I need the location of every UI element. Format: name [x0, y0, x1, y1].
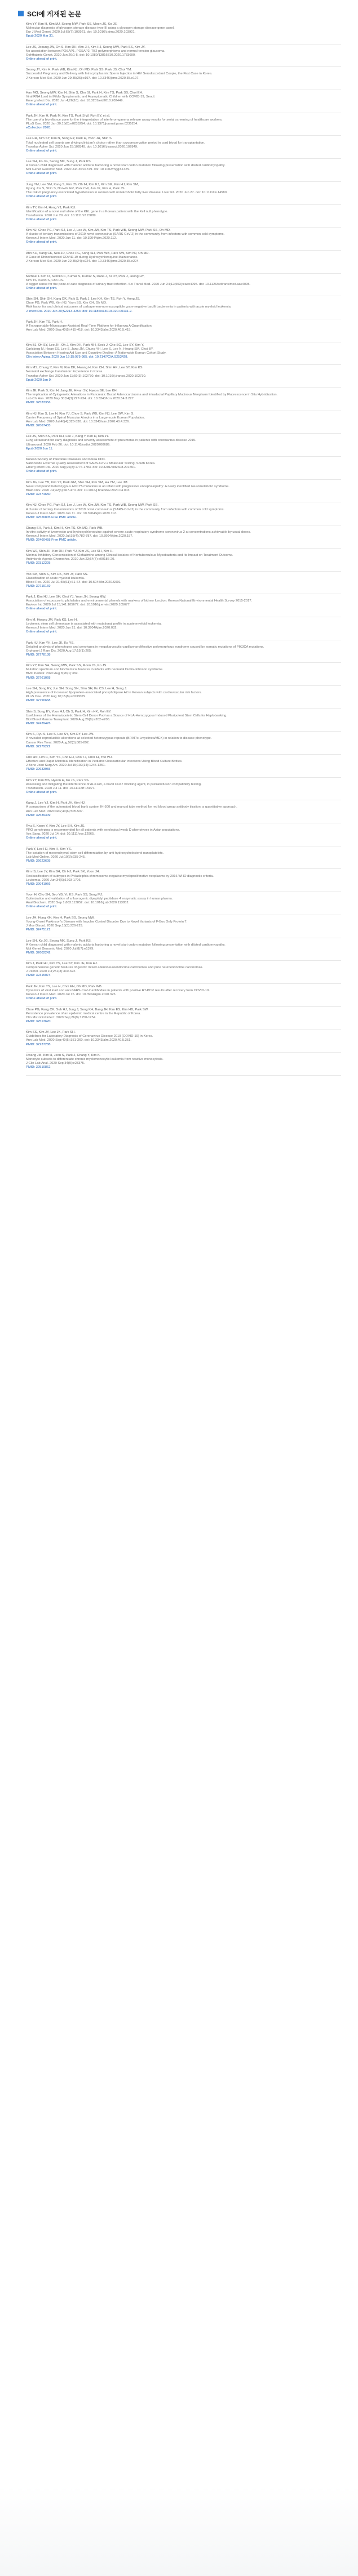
publication-item	[26, 594, 341, 617]
publication-title: A Case of Rhinofluoresel COVID-19 during Hydroxychloroquine Maintenance.	[26, 255, 139, 259]
section-title: SCI에 게재된 논문	[27, 10, 82, 18]
publication-item	[26, 823, 341, 846]
publication-item	[26, 984, 341, 1007]
section-header	[18, 6, 341, 21]
publication-item	[26, 640, 341, 663]
publication-note: eCollection 2020.	[26, 126, 51, 130]
publication-source: Mol Genet Genomic Med. 2020 Jul;8(7):e1379.	[26, 947, 94, 951]
publication-source: Environ Int. 2020 Jul 15;141:105677. doi: 10.1016/j.envint.2020.105677.	[26, 603, 131, 607]
background-texture	[0, 2486, 358, 2576]
publication-item	[26, 411, 341, 434]
publication-source: Korean J Intern Med. 2020 Jun 11. doi: 10.3904/kjim.2020.112.	[26, 237, 117, 240]
publication-authors: Kim SS, Kim JY, Lee JK, Park SH.	[26, 1031, 76, 1035]
publication-title: A revealed reproducible alterations at selected heterozygous repeats (BRAF/c-Lmyelinea/MEK) in relation to disease phenotype.	[26, 737, 212, 741]
publication-item	[26, 961, 341, 984]
publication-source: Orphanet J Rare Dis. 2020 Aug 17;15(1):205.	[26, 649, 92, 653]
publication-title: Optimization and validation of a fluorogenic dipeptidyl peptidase 4 enzymatic assay in human plasma.	[26, 897, 173, 901]
publication-authors: Shin SH, Shin SH, Kang DK, Park S, Park J, Lee KH, Kim TS, Roh Y, Hong JS,	[26, 297, 140, 301]
publication-source: Emerg Infect Dis. 2020 Aug;26(8):1776-1783. doi: 10.3201/eid2608.201551.	[26, 466, 136, 470]
publication-source: Korean J Intern Med. 2020 Jul 15. doi: 10.3904/kjim.2020.325.	[26, 993, 117, 997]
publication-source: J Korean Med Sci. 2020 Jun 22;35(24):e224. doi: 10.3346/jkms.2020.35.e224.	[26, 260, 140, 264]
publication-item	[26, 1007, 341, 1030]
publication-title: Nationwide External Quality Assessment of SARS-CoV-2 Molecular Testing, South Korea.	[26, 462, 156, 466]
publication-item	[26, 136, 341, 159]
publication-note: PMID: 32041966	[26, 882, 51, 886]
publication-item	[26, 90, 341, 113]
publication-title: Kyung Jos S, Shin S, Norwitz ER, Park CW, Jun JK, Kim H, Park JS.	[26, 186, 126, 190]
publication-source: Ann Lab Med. 2020 Sep;40(5):351-360. doi: 10.3343/alm.2020.40.5.351.	[26, 1039, 131, 1042]
publication-note: PMID: 32315074	[26, 974, 51, 978]
publication-item	[26, 572, 341, 595]
publication-source: Transfus Apher Sci. 2020 Jun 11;59(3):102730. doi: 10.1016/j.transci.2020.102730.	[26, 374, 147, 378]
publication-title: Association of exposure to phthalates and environmental phenols with markers of kidney function: Korean National Environmental Health Survey 2015-2017.	[26, 599, 253, 603]
publication-source: Transfusion. 2020 Jul 11. doi: 10.1111/trf.15927.	[26, 786, 95, 790]
publication-title: Viral RNA Load in Mildly Symptomatic and Asymptomatic Children with COVID-19, Seoul.	[26, 95, 156, 99]
publication-authors: Lee SH, Ko JG, Seong MK, Sung J, Park KS.	[26, 939, 92, 943]
publication-note: PMID: 32374650	[26, 493, 51, 497]
publication-note: PMID: 32539309	[26, 813, 51, 817]
publication-item	[26, 663, 341, 686]
publication-note: Epub 2020 Jan 9.	[26, 378, 52, 382]
publication-title: Dynamics of viral load and anti-SARS-CoV-2 antibodies in patients with positive RT-PCR results after recovery from COVID-19.	[26, 988, 210, 992]
publication-authors: Kim YY, Kim H, Kim MJ, Seong MW, Park SS, Moon JS, Ko JS.	[26, 23, 118, 26]
publication-title: Carrier Frequency of Spinal Muscular Atrophy in a Large-scale Korean Population.	[26, 416, 145, 420]
publication-authors: Kim M, Hwang JM, Park KS, Lee H.	[26, 618, 78, 622]
publication-source: J Pathol. 2020 Jul;251(3):310-322.	[26, 970, 76, 974]
publication-source: Mol Genet Genomic Med. 2020 Jun 30:e1379. doi: 10.1002/mgg3.1379.	[26, 168, 130, 172]
publication-note: PMID: 32623605	[26, 859, 51, 863]
publication-item	[26, 365, 341, 388]
publication-authors: Seong JY, Kim H, Park WB, Kim NJ, Oh MD, Park SS, Park JS, Choi YM.	[26, 68, 132, 72]
publication-note: Online ahead of print.	[26, 607, 58, 611]
publication-source: Anal Biochem. 2020 Sep 1;603:113852. doi: 10.1016/j.ab.2020.113852.	[26, 901, 130, 905]
publication-title: Comprehensive genetic features of gastric mixed adenoneuroendocrine carcinomas and pure neuroendocrine carcinomas.	[26, 966, 204, 970]
publication-authors: Park JH, Kim H, Park M, Kim TS, Park S-W, Roh EY, et al.	[26, 114, 111, 118]
publication-title: Kim TS, Kwon S, Cho HS.	[26, 278, 64, 282]
publication-authors: Kim J, Park HJ, Kim YS, Lee SY, Kim JE, Kim HJ.	[26, 962, 98, 966]
publication-authors: Park HJ, Kim YH, Lee JK, Ko YS.	[26, 641, 74, 645]
publication-source: Blood Res. 2020 Jul 31;55(S1):S1-S4. doi: 10.5045/br.2020.S001.	[26, 580, 122, 584]
publication-item	[26, 1053, 341, 1076]
publication-source: PLoS One. 2020 Aug 10;15(8):e0238079.	[26, 695, 86, 699]
publication-note: Online ahead of print.	[26, 630, 58, 634]
publication-title: In vitro activity of ivermectin and hydroxychloroquine against severe acute respiratory syndrome coronavirus 2 at concentrations achievable by usual doses.	[26, 531, 251, 534]
publication-title: Identification of a novel null allele of the KEL gene in a Korean patient with the Kell null phenotype.	[26, 210, 169, 213]
publication-authors: Lee JS, Shin KS, Park KH, Lee J, Kang Y, Kim H, Kim JY.	[26, 435, 109, 439]
publication-authors: Korean Society of Infectious Diseases and Korea CDC.	[26, 458, 106, 462]
publication-title: Leukemic stem cell phenotype is associated with mutational profile in acute myeloid leukemia.	[26, 622, 162, 626]
publication-note: PMID: 32790668	[26, 699, 51, 703]
publication-source: Ophthalmic Genet. 2020 Jun 26:1-5. doi: 10.1080/13816810.2020.1783690.	[26, 53, 136, 57]
publication-title: A Korean child diagnosed with malonic aciduria harboring a novel start codon mutation following presentation with dilated cardiomyopathy.	[26, 164, 226, 168]
publication-note: Online ahead of print.	[26, 172, 58, 176]
publication-authors: Choe PG, Kang CK, Suh HJ, Jung J, Song KH, Bang JH, Kim ES, Kim HB, Park SW.	[26, 1008, 149, 1011]
publication-item	[26, 182, 341, 205]
publication-note: PMID: 32719169	[26, 584, 51, 588]
publication-item	[26, 296, 341, 319]
publication-item	[26, 892, 341, 915]
publication-item	[26, 342, 341, 366]
publication-note: Online ahead of print.	[26, 103, 58, 107]
publication-authors: Ahn KH, Kang CK, Seo JD, Choe PG, Song SH, Park WB, Park SW, Kim NJ, Oh MD.	[26, 251, 150, 255]
publication-authors: Kim YY, Kim MS, Hyeon H, Ko JS, Park SS.	[26, 778, 90, 782]
publication-note: Online ahead of print.	[26, 240, 58, 244]
publication-item	[26, 800, 341, 823]
publication-authors: Kang J, Lee YJ, Kim H, Park JH, Kim HJ.	[26, 801, 86, 805]
publication-item	[26, 732, 341, 755]
publication-source: Risk factor for and clinical outcomes of carbapenem-non-susceptible gram-negative bacilli bacteremia in patients with acute myeloid leukemia.	[26, 305, 232, 309]
publication-title: No association between POSAP1, POSAP2, TB2 polymorphisms and normal-tension glaucoma.	[26, 49, 165, 53]
publication-item	[26, 457, 341, 480]
publication-note: Epub 2020 Jun 11.	[26, 447, 54, 451]
publication-source: Korean J Intern Med. 2020 Jul;35(4):782-787. doi: 10.3904/kjim.2020.157.	[26, 534, 134, 538]
publication-source: Ann Lab Med. 2020 Jul;40(4):326-330. doi: 10.3343/alm.2020.40.4.326.	[26, 420, 130, 424]
publication-title: A comparison of the automated blood bank system IH-500 and manual tube method for red blood group antibody titration: a quantitative approach.	[26, 805, 237, 809]
publication-note: PMID: 32633955	[26, 768, 51, 772]
publication-item	[26, 525, 341, 549]
publication-item	[26, 388, 341, 411]
publication-note: Online ahead of print.	[26, 286, 58, 290]
publication-title: The use of a bioreliance zone for the interpretation of interferon-gamma release assay results for serial screening of healthcare workers.	[26, 118, 223, 122]
publication-source: Ann Lab Med. 2020 Nov;40(6):505-507.	[26, 809, 84, 813]
publication-source: Cancer Res Treat. 2020 Aug;52(3):885-892.	[26, 741, 90, 745]
publication-authors: Yoon H, Cho SH, Seo YB, Yu KS, Park SS, Song MJ.	[26, 893, 103, 897]
publication-note: Online ahead of print.	[26, 470, 58, 474]
publication-title: Molecular diagnosis of glycogen storage disease type III using a glycogen storage disease gene panel.	[26, 26, 175, 30]
publication-authors: Kim WJ, Shin JH, Kim DH, Park YJ, Kim JS, Lee SH, Kim H.	[26, 549, 113, 553]
publication-authors: Ryu S, Kwon Y, Kim JY, Lee SH, Kim JS.	[26, 825, 85, 828]
publication-note: Online ahead of print.	[26, 905, 58, 909]
publication-source: The risk of pregnancy-associated hypertension in women with nonalcoholic fatty liver disease. Liver Int. 2020 Jun 27. doi: 10.1111/liv.14580.	[26, 191, 228, 194]
publication-item	[26, 44, 341, 68]
publication-authors: Kim TY, Kim H, Hong YJ, Park KU.	[26, 206, 76, 210]
publication-note: Online ahead of print.	[26, 195, 58, 199]
publication-item	[26, 778, 341, 801]
publication-source: Korean J Intern Med. 2020 Jun 21. doi: 10.3904/kjim.2020.032.	[26, 626, 118, 630]
publication-authors: Kim S, Ryu S, Lee S, Lee SY, Kim DY, Lee JW.	[26, 733, 94, 737]
publication-title: Reclassification of subtypes in Philadelphia chromosome-negative myeloproliferative neoplasms by 2016 WHO diagnostic criteria.	[26, 874, 214, 878]
publication-note: Epub 2020 Mar 31.	[26, 34, 54, 38]
publication-note: PMID: 32460458 Free PMC article.	[26, 538, 77, 542]
publication-authors: Han MG, Seong MW, Kim H, Shin S, Cho SI, Park H, Kim TS, Park SS, Choi EH.	[26, 91, 143, 95]
publication-note: PMID: 32533356	[26, 401, 51, 405]
publication-item	[26, 502, 341, 525]
publication-title: Guidelines for Laboratory Diagnosis of Coronavirus Disease 2019 (COVID-19) in Korea.	[26, 1035, 153, 1039]
publication-item	[26, 549, 341, 572]
publication-title: A cluster of tertiary transmissions of 2019 novel coronavirus (SARS-CoV-2) in the community from infectors with common cold symptoms.	[26, 507, 225, 511]
publication-item	[26, 159, 341, 182]
publication-item	[26, 21, 341, 44]
publication-title: The isolation of mesenchymal stem cell differentiation by anti-hydroxycholesterol nanoplatelets.	[26, 851, 164, 855]
publication-note: PMID: 32602242	[26, 951, 51, 955]
publication-authors: Michael L Kim O, Sutinko C, Kumar S, Kumar S, Dana J, Ki DY, Park J, Jeong HY,	[26, 274, 145, 278]
publication-source: Antimicrob Agents Chemother. 2020 Jun 23;64(7):e00186-20.	[26, 558, 115, 561]
publication-item	[26, 846, 341, 870]
publication-item	[26, 617, 341, 640]
publication-authors: Kim NJ, Choe PG, Park SJ, Lee J, Lee W, Kim JW, Kim TS, Park WB, Seong MW, Park SS.	[26, 503, 159, 507]
publication-item	[26, 1029, 341, 1053]
publication-note: Online ahead of print.	[26, 790, 58, 794]
publication-title: Neonatal exchange transfusion: Experience in Korea.	[26, 370, 103, 374]
publication-title: A Korean child diagnosed with malonic aciduria harboring a novel start codon mutation following presentation with dilated cardiomyopathy.	[26, 943, 226, 947]
publication-item	[26, 709, 341, 732]
publication-note: PMID: 32475121	[26, 928, 51, 932]
publication-source: Korean J Intern Med. 2020 Jun 11. doi: 10.3904/kjim.2020.112.	[26, 511, 117, 515]
publication-note: PMID: 32312225	[26, 561, 51, 565]
publication-title: Mutation spectrum and biochemical features in infants with neonatal Dubin-Johnson syndrome.	[26, 668, 163, 672]
publication-source: Leukemia. 2020 Jun;34(6):1703-1706.	[26, 878, 82, 882]
publication-title: Carlsberg M, Hwan ES, Lee S, Jang JM, Chung YH, Lee S, Lee N, Hwang SM, Choi BY.	[26, 347, 154, 351]
publication-source: J Bone Joint Surg Am. 2020 Jul 15;102(14):1245-1251.	[26, 764, 106, 768]
publication-source: J Korean Med Sci. 2020 Jun 29;35(25):e197. doi: 10.3346/jkms.2020.35.e197.	[26, 76, 140, 80]
publication-authors: Kim BJ, Oh SY, Lee JH, Oh J, Kim DH, Park MH, Seok J, Cho SG, Lee SY, Kim Y,	[26, 343, 144, 347]
publication-note: Clin Interv Aging. 2020 Jun 19;15:975-985. doi: 10.2147/CIA.S253428.	[26, 355, 129, 359]
publication-note: PMID: 32510862	[26, 1066, 51, 1069]
publication-authors: Kim JG, Lee YB, Kim YJ, Park GM, Shin SH, Kim SM, Ha YM, Lee JM.	[26, 480, 129, 484]
publication-title: Detailed analysis of phenotypes and genotypes in megakaryocytic-capillary proliferative polymorphous syndrome caused by somatic mutations of PIK3CA mutations.	[26, 645, 264, 649]
publication-item	[26, 915, 341, 938]
publication-title: Minimal Inhibitory Concentration of Clofazimine among Clinical Isolates of Nontuberculous Mycobacteria and Its Impact on Treatment Outcome.	[26, 553, 233, 557]
publication-authors: Jung YM, Lee SM, Kang S, Kim JS, Oh IH, Kim KJ, Kim SM, Kim HJ, Kim SM,	[26, 182, 139, 186]
publication-authors: Lee SH, Song EY, Jun SH, Song SH, Shin SH, Ko CS, Lee H, Song J.	[26, 687, 127, 690]
publication-note: Online ahead of print.	[26, 57, 58, 61]
publication-title: Assessing and mitigating the interference of ALX148, a novel CD47 blocking agent, in pretransfusion compatibility testing.	[26, 782, 202, 786]
publication-source: BMC Pediatr. 2020 Aug 8;20(1):369.	[26, 672, 79, 676]
publication-source: Ann Lab Med. 2020 Sep;40(5):415-418. doi: 10.3343/alm.2020.40.5.415.	[26, 328, 131, 332]
publication-source: J Clin Lab Anal. 2020 Sep;34(9):e23375.	[26, 1062, 85, 1066]
publication-item	[26, 686, 341, 709]
publication-source: Eur J Med Genet. 2020 Jul;63(7):103921. doi: 10.1016/j.ejmg.2020.103921.	[26, 30, 136, 34]
publication-note: Online ahead of print.	[26, 149, 58, 153]
publication-title: Successful Pregnancy and Delivery with Intracytoplasmic Sperm Injection in HIV Serodiscordant Couple, the First Case in Korea.	[26, 72, 213, 76]
publication-note: PMID: 32513620	[26, 1019, 51, 1023]
publication-source: Vox Sang. 2020 Jul 14. doi: 10.1111/vox.12965.	[26, 832, 95, 836]
publication-source: J Mov Disord. 2020 Sep;13(3):226-229.	[26, 924, 83, 928]
publication-title: Monocyte subsets to differentiate chronic myelomonocytic leukemia from reactive monocytosis.	[26, 1058, 163, 1062]
publication-source: Biol Blood Marrow Transplant. 2020 Aug;26(8):e202-e206.	[26, 717, 111, 721]
publication-authors: Lee HR, Kim SY, Kim N, Song EY, Park H, Yoon JH, Shin S.	[26, 137, 113, 141]
publication-title: Novel compound heterozygous ADCY5 mutations in an infant with progressive encephalopathy: A newly identified neurometabolic syndrome.	[26, 484, 229, 488]
publication-title: Choe PG, Park WB, Kim NJ, Yoon SS, Kim CH, Oh MD.	[26, 301, 107, 305]
publication-authors: Park Y, Lee HJ, Kim H, Kim YS.	[26, 847, 72, 851]
publication-item	[26, 251, 341, 274]
publication-authors: Kim MS, Chung Y, Kim M, Kim DK, Hwang H, Kim CH, Shin HK, Lee SY, Kim KS.	[26, 366, 144, 370]
publication-title: A Transportable-Microscope-Assisted Real-Time Platform for Influenza A Quantification.	[26, 324, 153, 328]
publication-note: PMID: 32439476	[26, 721, 51, 725]
publication-title: Effective and Rapid Microbial Identification in Pediatric Osteoarticular Infections Using Blood Culture Bottles.	[26, 760, 183, 764]
publication-source: Transfusion. 2020 Jun 29. doi: 10.1111/trf.15889.	[26, 213, 97, 217]
publication-item	[26, 755, 341, 778]
publication-authors: Kim IS, Lee JY, Kim SH, Oh HJ, Park SK, Yoon JH.	[26, 870, 100, 874]
publication-authors: Park JH, Kim TS, Lee H, Choi EH, Oh MD, Park WB.	[26, 984, 103, 988]
publication-item	[26, 480, 341, 503]
publication-item	[26, 869, 341, 892]
publication-note: PMID: 32526805 Free PMC article.	[26, 515, 77, 519]
publication-note: PMID: 32237288	[26, 1042, 51, 1046]
publication-note: PMID: 32761068	[26, 676, 51, 680]
publication-item	[26, 319, 341, 342]
publication-item	[26, 113, 341, 136]
publication-title: Persistence prevalence of an epidemic medical centre in the Republic of Korea.	[26, 1011, 141, 1015]
publication-note: PMID: 32778138	[26, 653, 51, 657]
publication-item	[26, 434, 341, 457]
publication-note: Online ahead of print.	[26, 836, 58, 840]
publication-title: Classification of acute myeloid leukemia.	[26, 576, 85, 580]
publication-note: PMID: 32279222	[26, 745, 51, 748]
publication-authors: Lee JH, Hong KH, Kim H, Park SS, Seong MW.	[26, 916, 95, 920]
publication-source: A bigger sense for the point-of-care diagnosis of urinary tract infection. Sci Transl Med. 2020 Jun 24;12(553):eaax4095. doi: 10.1126/scitranslmed.aax4095.	[26, 282, 251, 286]
publication-title: Lung ultrasound for early diagnosis and severity assessment of pneumonia in patients with coronavirus disease 2019.	[26, 439, 196, 443]
publication-source: Emerg Infect Dis. 2020 Jun 4;26(10). doi: 10.3201/eid2610.202449.	[26, 99, 124, 103]
publication-item	[26, 938, 341, 961]
publication-source: Association Between Hearing Aid Use and Cognitive Decline: A Nationwide Korean Cohort Study.	[26, 351, 166, 355]
square-bullet-icon	[18, 11, 24, 16]
publication-source: Transfus Apher Sci. 2020 Jun 25:102849. doi: 10.1016/j.transci.2020.102849.	[26, 145, 138, 149]
publication-authors: Chang SH, Park J, Kim H, Kim TS, Oh MD, Park WB.	[26, 527, 103, 531]
publication-title: High prevalence of increased lipoprotein-associated phospholipase A2 in Korean subjects with cardiovascular risk factors.	[26, 691, 202, 695]
publication-authors: Hwang JM, Kim H, Jeon S, Park J, Chang Y, Kim K.	[26, 1053, 101, 1057]
publication-source: Clin Microbiol Infect. 2020 Sep;26(9):1250-1254.	[26, 1015, 96, 1019]
publication-source: Brain Dev. 2020 Jul;42(6):467-470. doi: 10.1016/j.braindev.2020.04.003.	[26, 488, 131, 492]
publication-note: Online ahead of print.	[26, 997, 58, 1001]
publication-title: Total nucleated cell counts are driving clinician's choice rather than cryopreservation period in cord blood for transplantation.	[26, 141, 205, 145]
publication-authors: Cho HN, Lim C, Kim YS, Cho EH, Cho TJ, Choi IH, Yoo WJ.	[26, 756, 113, 759]
publication-note: Online ahead of print.	[26, 217, 58, 221]
publication-authors: Shin S, Song EY, Yoon HJ, Oh S, Park H, Kim HK, Roh EY.	[26, 710, 112, 714]
publication-source: Lab Med Online. 2020 Jul;10(3):235-245.	[26, 855, 86, 859]
publication-title: Usefulness of the Hematopoietic Stem Cell Donor Pool as a Source of HLA-Homozygous Induced Pluripotent Stem Cells for Haplobanking.	[26, 714, 227, 717]
publication-title: A cluster of tertiary transmissions of 2019 novel coronavirus (SARS-CoV-2) in the community from infectors with common cold symptoms.	[26, 233, 225, 237]
publication-authors: Lee JS, Jeoung JW, Oh S, Kim DH, Ahn JH, Kim HJ, Seong MW, Park SS, Kim JY.	[26, 45, 145, 49]
publication-authors: Park J, Kim HJ, Lee SH, Choi YJ, Yoon JH, Seong MW.	[26, 595, 107, 599]
publication-list	[26, 21, 341, 1076]
publication-authors: Kim YY, Kim SH, Seong MW, Park SS, Moon JS, Ko JS.	[26, 664, 107, 668]
publication-source: PLoS One. 2020 Jan 30;15(6):e0235254. doi: 10.1371/journal.pone.0235254.	[26, 122, 138, 126]
publication-authors: Park JH, Kim TS, Park H.	[26, 320, 63, 324]
publication-authors: Kim HJ, Kim S, Lee H, Kim YJ, Choe S, Park WB, Kim NJ, Lee SW, Kim S.	[26, 412, 134, 416]
publication-authors: Kim NJ, Choe PG, Park SJ, Lee J, Lee W, Kim JW, Kim TS, Park WB, Seong MW, Park SS, Oh MD.	[26, 229, 171, 233]
publication-authors: Kim JE, Park S, Kim H, Jang JE, Hwan SY, Hyeon SE, Lee KH.	[26, 389, 118, 393]
publication-item	[26, 274, 341, 297]
publication-title: The Implication of Cytogenetic Alterations in Pancreatic Ductal Adenocarcinoma and Intraductal Papillary Mucinous Neoplasm Identified by Fluorescence in Situ Hybridization.	[26, 393, 278, 397]
publication-item	[26, 205, 341, 228]
publication-source: Ultrasound. 2020 Feb 26. doi: 10.1148/radiol.2020200689.	[26, 443, 111, 447]
publication-title: PRO genotyping is recommended for all patients with serological weak D phenotypes in Asian populations.	[26, 828, 180, 832]
publication-note: J Infect Dis. 2020 Jun 20;S2213-4254: doi: 10.1186/s13019-020-00131-2.	[26, 309, 132, 313]
publication-authors: Lee SH, Ko JG, Seong MK, Sung J, Park KS.	[26, 160, 92, 164]
publication-authors: Yoo SM, Shin S, Kim HK, Kim JY, Park SS.	[26, 572, 89, 576]
publication-item	[26, 228, 341, 251]
publication-title: Young-Onset Parkinson's Disease with Impulse Control Disorder Due to Novel Variants of F-Box Only Protein 7.	[26, 920, 188, 924]
publication-source: Lab Chi Ann. 2020 May 30;54(3):227-234. doi: 10.3343/lcm.2020.54.3.227.	[26, 397, 135, 401]
publication-item	[26, 67, 341, 90]
publication-note: PMID: 32067433	[26, 424, 51, 427]
